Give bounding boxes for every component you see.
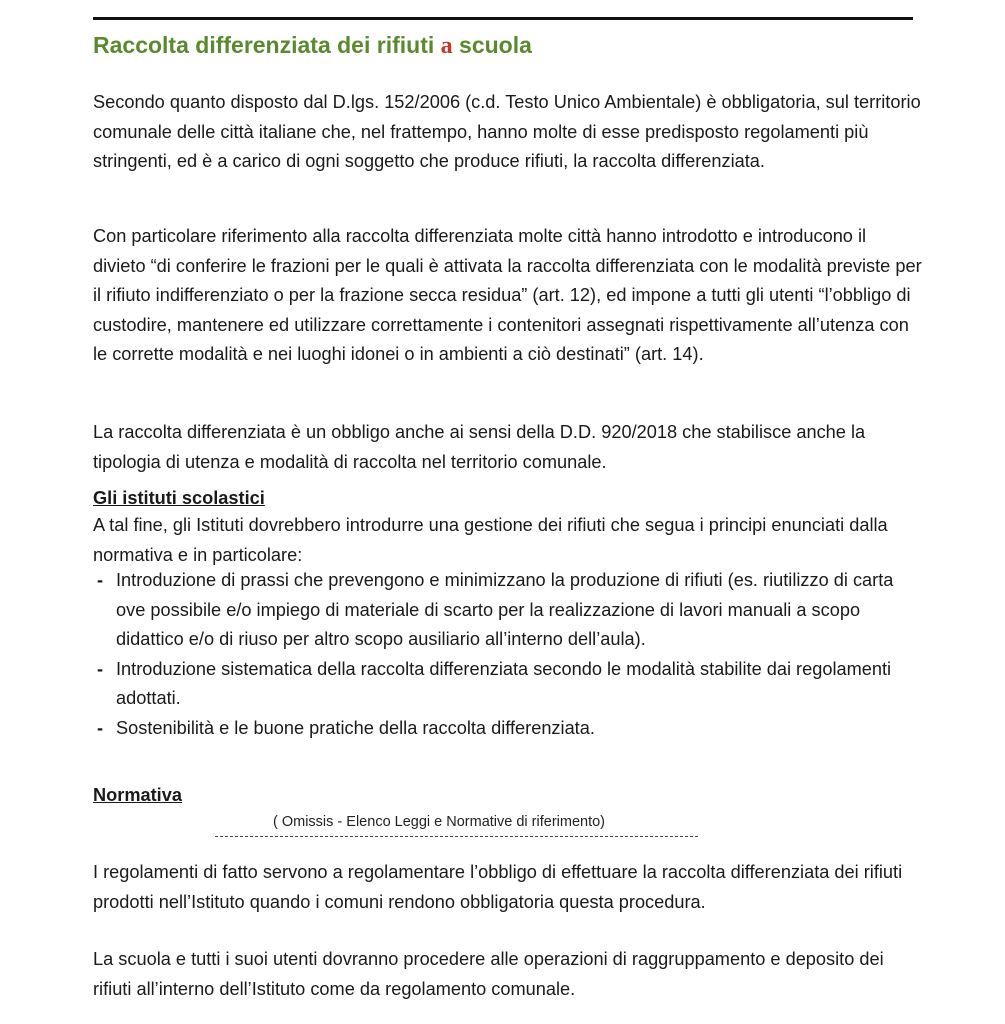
top-rule [93,17,913,20]
paragraph-regolamenti: I regolamenti di fatto servono a regolamentare l’obbligo di effettuare la raccolta differenziata dei rifiuti prodotti nell’Istituto quando i comuni rendono obbligatoria questa procedura. [93,862,903,912]
heading-normativa: Normativa [93,785,182,805]
paragraph-dd-920: La raccolta differenziata è un obbligo anche ai sensi della D.D. 920/2018 che stabilisce anche la tipologia di utenza e modalità di raccolta nel territorio comunale. [93,422,866,472]
list-item: - Sostenibilità e le buone pratiche della raccolta differenziata. [93,714,923,744]
title-accent: a [440,33,453,59]
title-part1: Raccolta differenziata dei rifiuti [93,32,441,58]
paragraph-scuola-utenti: La scuola e tutti i suoi utenti dovranno procedere alle operazioni di raggruppamento e deposito dei rifiuti all’interno dell’Istituto come da regolamento comunale. [93,949,884,999]
page-title [93,32,532,60]
paragraph-istituti-intro: A tal fine, gli Istituti dovrebbero introdurre una gestione dei rifiuti che segua i principi enunciati dalla normativa e in particolare: [93,515,888,565]
principles-list [93,566,923,743]
title-part2: scuola [452,32,532,58]
list-item: - Introduzione di prassi che prevengono e minimizzano la produzione di rifiuti (es. riutilizzo di carta ove possibile e/o impiego di materiale di scarto per la realizzazione di lavori manuali a scopo didattico e/o di riuso per altro scopo ausiliario all’interno dell’aula). [93,566,923,655]
paragraph-city-regulations: Con particolare riferimento alla raccolta differenziata molte città hanno introdotto e introducono il divieto “di conferire le frazioni per le quali è attivata la raccolta differenziata con le modalità previste per il rifiuto indifferenziato o per la frazione secca residua” (art. 12), ed impone a tutti gli utenti “l’obbligo di custodire, mantenere ed utilizzare correttamente i contenitori assegnati rispettivamente all’utenza con le corrette modalità e nei luoghi idonei o in ambienti a ciò destinati” (art. 14). [93,226,922,364]
paragraph-legal-basis: Secondo quanto disposto dal D.lgs. 152/2006 (c.d. Testo Unico Ambientale) è obbligatoria, sul territorio comunale delle città italiane che, nel frattempo, hanno molte di esse predisposto regolamenti più stringenti, ed è a carico di ogni soggetto che produce rifiuti, la raccolta differenziata. [93,92,921,171]
omissis-note: ( Omissis - Elenco Leggi e Normative di riferimento) [273,814,605,830]
heading-istituti-scolastici: Gli istituti scolastici [93,488,265,508]
dashed-divider [215,836,698,837]
list-item: - Introduzione sistematica della raccolta differenziata secondo le modalità stabilite dai regolamenti adottati. [93,655,923,714]
